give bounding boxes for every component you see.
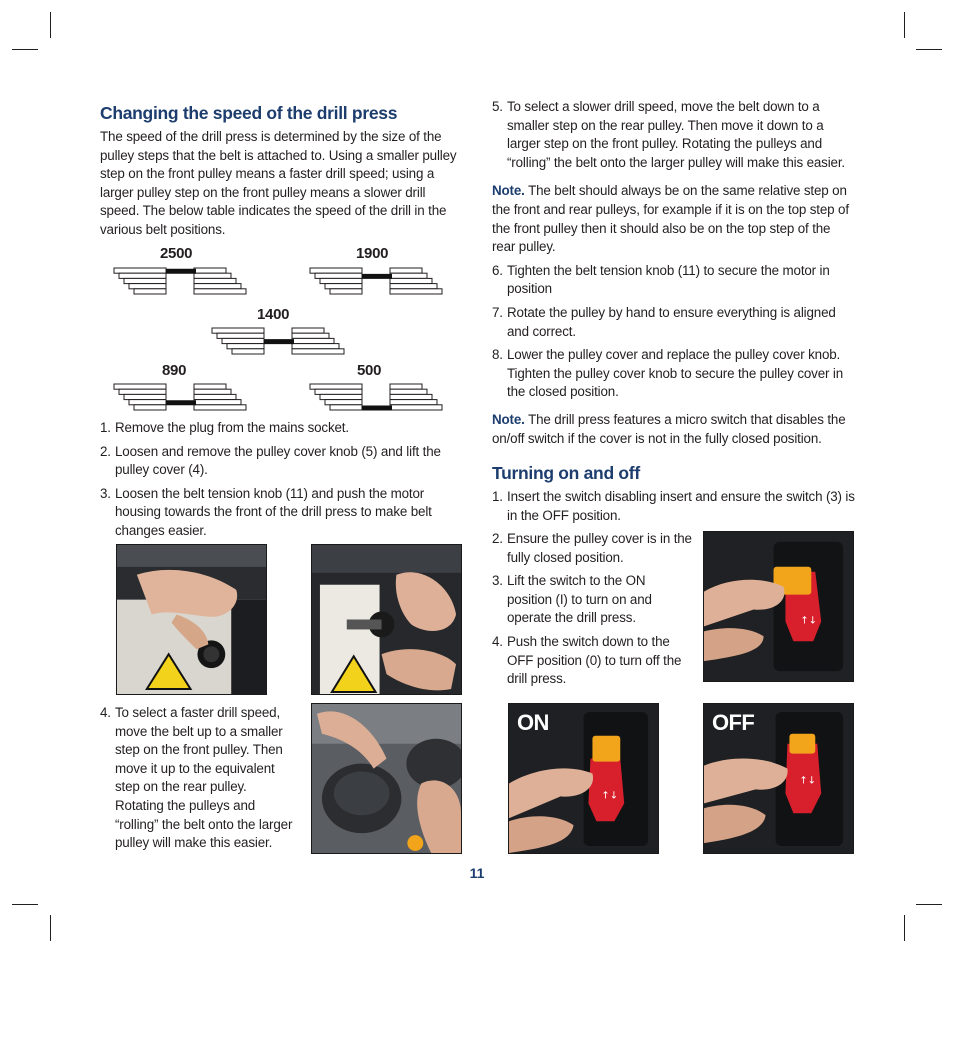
rear-pulley-step <box>194 284 241 289</box>
list-item: 3. Lift the switch to the ON position (I) to turn on and operate the drill press. <box>492 573 652 626</box>
crop-mark <box>904 915 905 941</box>
svg-text:↑↓: ↑↓ <box>601 790 619 802</box>
list-item: 6. Tighten the belt tension knob (11) to secure the motor in position <box>492 262 830 297</box>
front-pulley-step <box>124 278 166 283</box>
crop-mark <box>904 12 905 38</box>
rear-pulley-step <box>390 278 432 283</box>
front-pulley-step <box>325 284 362 289</box>
svg-text:↑↓: ↑↓ <box>799 775 817 787</box>
front-pulley-step <box>315 273 362 278</box>
rear-pulley-step <box>194 384 226 389</box>
left-column <box>100 102 466 240</box>
rear-pulley-step <box>390 289 442 294</box>
crop-mark <box>12 904 38 905</box>
photo-cover-knob <box>116 544 267 695</box>
rear-pulley-step <box>194 289 246 294</box>
rear-pulley-step <box>194 389 231 394</box>
rear-pulley-step <box>390 405 442 410</box>
front-pulley-step <box>212 328 264 333</box>
front-pulley-step <box>119 389 166 394</box>
front-pulley-step <box>310 384 362 389</box>
rear-pulley-step <box>292 333 329 338</box>
switch-step-1 <box>492 488 856 525</box>
front-pulley-step <box>119 273 166 278</box>
photo-switch-on <box>508 703 659 854</box>
front-pulley-step <box>217 333 264 338</box>
rear-pulley-step <box>390 284 437 289</box>
note-belt: Note. The belt should always be on the same relative step on the front and rear pulleys, for example if it is on the top step of the front pulley then it should also be on the top step of the rear pulley. <box>492 183 849 255</box>
front-pulley-step <box>134 289 166 294</box>
rear-pulley-step <box>390 273 427 278</box>
rear-pulley-step <box>390 400 437 405</box>
rear-pulley-step <box>194 268 226 273</box>
speed-label-2500: 2500 <box>160 245 193 262</box>
list-item: 8. Lower the pulley cover and replace the pulley cover knob. Tighten the pulley cover knob to secure the pulley cover in the closed position. <box>492 347 844 400</box>
list-item: 1. Insert the switch disabling insert and ensure the switch (3) is in the OFF position. <box>492 489 855 523</box>
rear-pulley-step <box>292 344 339 349</box>
crop-mark <box>916 49 942 50</box>
right-column <box>492 98 856 484</box>
rear-pulley-step <box>390 268 422 273</box>
pulley-diagram-svg <box>100 240 466 415</box>
list-item: 1. Remove the plug from the mains socket. <box>100 420 349 435</box>
speed-label-1900: 1900 <box>356 245 389 262</box>
front-pulley-step <box>315 389 362 394</box>
front-pulley-step <box>232 349 264 354</box>
photo-moving-belt <box>311 703 462 854</box>
front-pulley-step <box>227 344 264 349</box>
list-item: 4. To select a faster drill speed, move the belt up to a smaller step on the front pulley. Then move it up to the equivalent step on the rear pulley. Rotating the pulleys and “rolling” the belt onto the larger pulley will make this easier. <box>100 705 293 851</box>
photo-belt-tension-knob <box>311 544 462 695</box>
front-pulley-step <box>222 338 264 343</box>
rear-pulley-step <box>390 394 432 399</box>
photo-switch-off <box>703 703 854 854</box>
front-pulley-step <box>330 405 362 410</box>
crop-mark <box>50 12 51 38</box>
front-pulley-step <box>134 405 166 410</box>
speed-label-500: 500 <box>357 362 382 379</box>
rear-pulley-step <box>194 405 246 410</box>
pulley-speed-diagram <box>100 240 466 415</box>
crop-mark <box>50 915 51 941</box>
front-pulley-step <box>320 394 362 399</box>
intro-paragraph: The speed of the drill press is determined by the size of the pulley steps that the belt is attached to. Using a smaller pulley step on the front pulley means a faster drill speed; using a larger pulley step on the front pulley means a slower drill speed. The below table indicates the speed of the drill in the various belt positions. <box>100 129 457 237</box>
front-pulley-step <box>114 268 166 273</box>
list-item: 7. Rotate the pulley by hand to ensure everything is aligned and correct. <box>492 304 836 339</box>
rear-pulley-step <box>194 273 231 278</box>
front-pulley-step <box>129 284 166 289</box>
front-pulley-step <box>320 278 362 283</box>
rear-pulley-step <box>194 400 241 405</box>
front-pulley-step <box>114 384 166 389</box>
left-step-4 <box>100 704 298 853</box>
front-pulley-step <box>310 268 362 273</box>
section-heading-speed: Changing the speed of the drill press <box>100 103 398 123</box>
rear-pulley-step <box>194 394 236 399</box>
front-pulley-step <box>330 289 362 294</box>
list-item: 2. Ensure the pulley cover is in the fully closed position. <box>492 531 692 565</box>
svg-text:↑↓: ↑↓ <box>800 615 817 627</box>
list-item: 4. Push the switch down to the OFF position (0) to turn off the drill press. <box>492 633 682 687</box>
rear-pulley-step <box>194 278 236 283</box>
rear-pulley-step <box>292 349 344 354</box>
list-item: 5. To select a slower drill speed, move the belt down to a smaller step on the rear pulley. Then move it down to a larger step on the front pulley. Rotating the pulleys and “rolling” the belt onto the larger pulley will make this easier. <box>492 99 845 170</box>
photo-label-on: ON <box>517 710 549 735</box>
front-pulley-step <box>129 400 166 405</box>
rear-pulley-step <box>390 384 422 389</box>
rear-pulley-step <box>390 389 427 394</box>
switch-steps-2-4 <box>492 530 692 689</box>
left-steps <box>100 419 466 541</box>
list-item: 2. Loosen and remove the pulley cover knob (5) and lift the pulley cover (4). <box>100 443 441 478</box>
photo-switch-insert <box>703 531 854 682</box>
rear-pulley-step <box>292 328 324 333</box>
crop-mark <box>12 49 38 50</box>
photo-label-off: OFF <box>712 710 755 735</box>
rear-pulley-step <box>292 338 334 343</box>
note-micro-switch: Note. The drill press features a micro switch that disables the on/off switch if the cover is not in the fully closed position. <box>492 411 846 446</box>
speed-label-1400: 1400 <box>257 306 290 323</box>
front-pulley-step <box>124 394 166 399</box>
list-item: 3. Loosen the belt tension knob (11) and push the motor housing towards the front of the drill press to make belt changes easier. <box>100 485 432 538</box>
front-pulley-step <box>325 400 362 405</box>
speed-label-890: 890 <box>162 362 187 379</box>
section-heading-switch: Turning on and off <box>492 463 640 484</box>
page-number: 11 <box>469 865 485 881</box>
crop-mark <box>916 904 942 905</box>
